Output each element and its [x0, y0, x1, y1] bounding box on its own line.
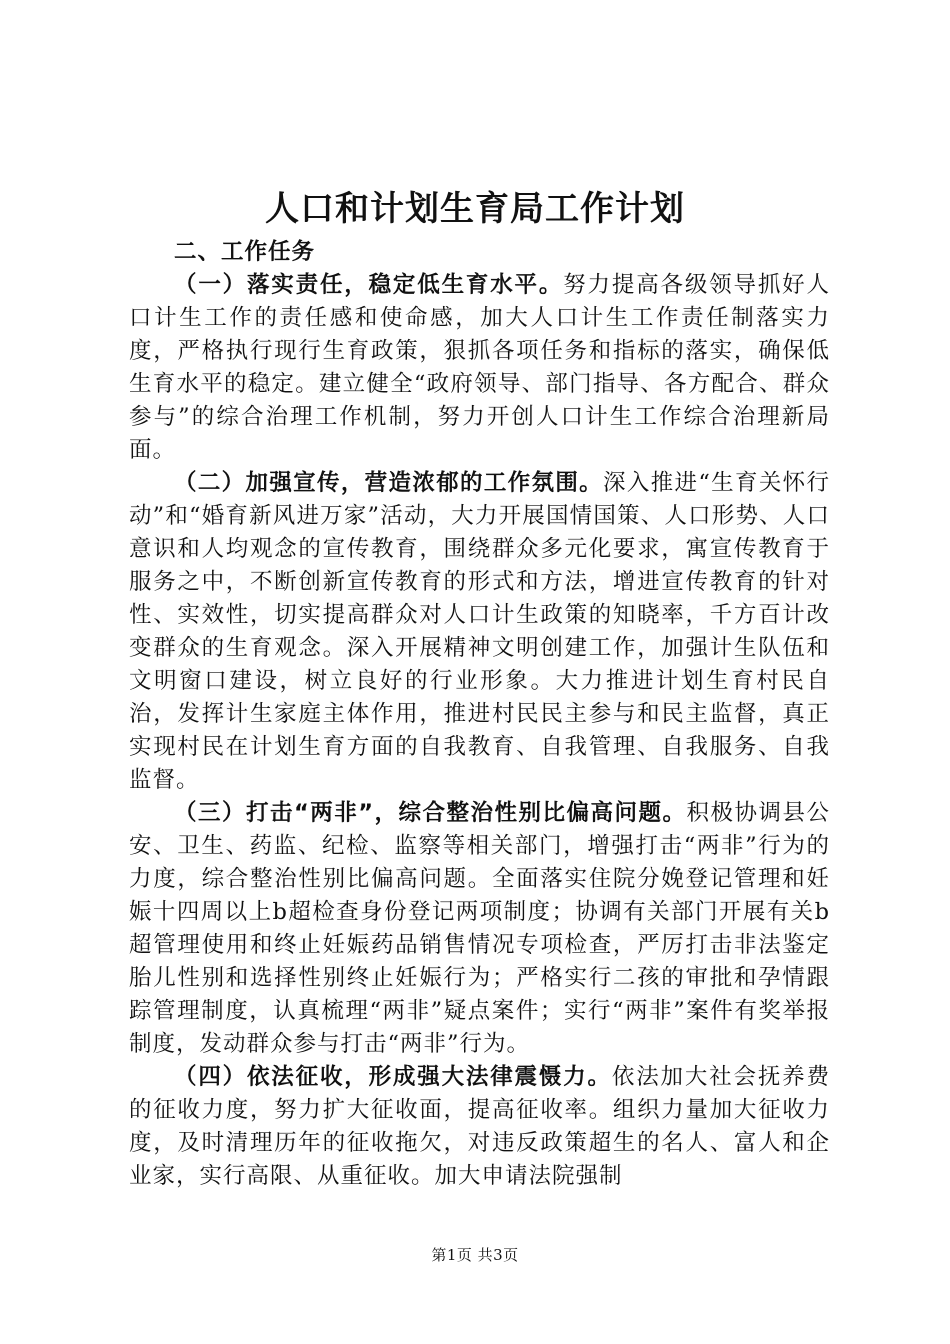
document-body: [129, 236, 830, 1193]
paragraph-2-body: 深入推进“生育关怀行动”和“婚育新风进万家”活动，大力开展国情国策、人口形势、人口意识和人均观念的宣传教育，围绕群众多元化要求，寓宣传教育于服务之中，不断创新宣传教育的形式和方法，增进宣传教育的针对性、实效性，切实提高群众对人口计生政策的知晓率，千方百计改变群众的生育观念。深入开展精神文明创建工作，加强计生队伍和文明窗口建设，树立良好的行业形象。大力推进计划生育村民自治，发挥计生家庭主体作用，推进村民民主参与和民主监督，真正实现村民在计划生育方面的自我教育、自我管理、自我服务、自我监督。: [129, 470, 830, 793]
document-title: 人口和计划生育局工作计划: [265, 189, 685, 229]
paragraph-4-body: 依法加大社会抚养费的征收力度，努力扩大征收面，提高征收率。组织力量加大征收力度，及时清理历年的征收拖欠，对违反政策超生的名人、富人和企业家，实行高限、从重征收。加大申请法院强制: [129, 1064, 830, 1189]
page-footer: 第1页 共3页: [431, 1246, 519, 1264]
paragraph-3-lead: （三）打击“两非”，综合整治性别比偏高问题。: [174, 800, 687, 826]
paragraph-1-body: 努力提高各级领导抓好人口计生工作的责任感和使命感，加大人口计生工作责任制落实力度，严格执行现行生育政策，狠抓各项任务和指标的落实，确保低生育水平的稳定。建立健全“政府领导、部门指导、各方配合、群众参与”的综合治理工作机制，努力开创人口计生工作综合治理新局面。: [129, 272, 830, 463]
paragraph-2: [129, 467, 830, 797]
paragraph-3-body: 积极协调县公安、卫生、药监、纪检、监察等相关部门，增强打击“两非”行为的力度，综合整治性别比偏高问题。全面落实住院分娩登记管理和妊娠十四周以上b超检查身份登记两项制度；协调有关部门开展有关b超管理使用和终止妊娠药品销售情况专项检查，严厉打击非法鉴定胎儿性别和选择性别终止妊娠行为；严格实行二孩的审批和孕情跟踪管理制度，认真梳理“两非”疑点案件；实行“两非”案件有奖举报制度，发动群众参与打击“两非”行为。: [129, 800, 830, 1057]
section-heading: 二、工作任务: [174, 239, 316, 265]
paragraph-1: [129, 269, 830, 467]
paragraph-2-lead: （二）加强宣传，营造浓郁的工作氛围。: [174, 470, 603, 496]
paragraph-1-lead: （一）落实责任，稳定低生育水平。: [174, 272, 564, 298]
paragraph-4-lead: （四）依法征收，形成强大法律震慑力。: [174, 1064, 612, 1090]
paragraph-3: [129, 797, 830, 1061]
paragraph-4: [129, 1061, 830, 1193]
